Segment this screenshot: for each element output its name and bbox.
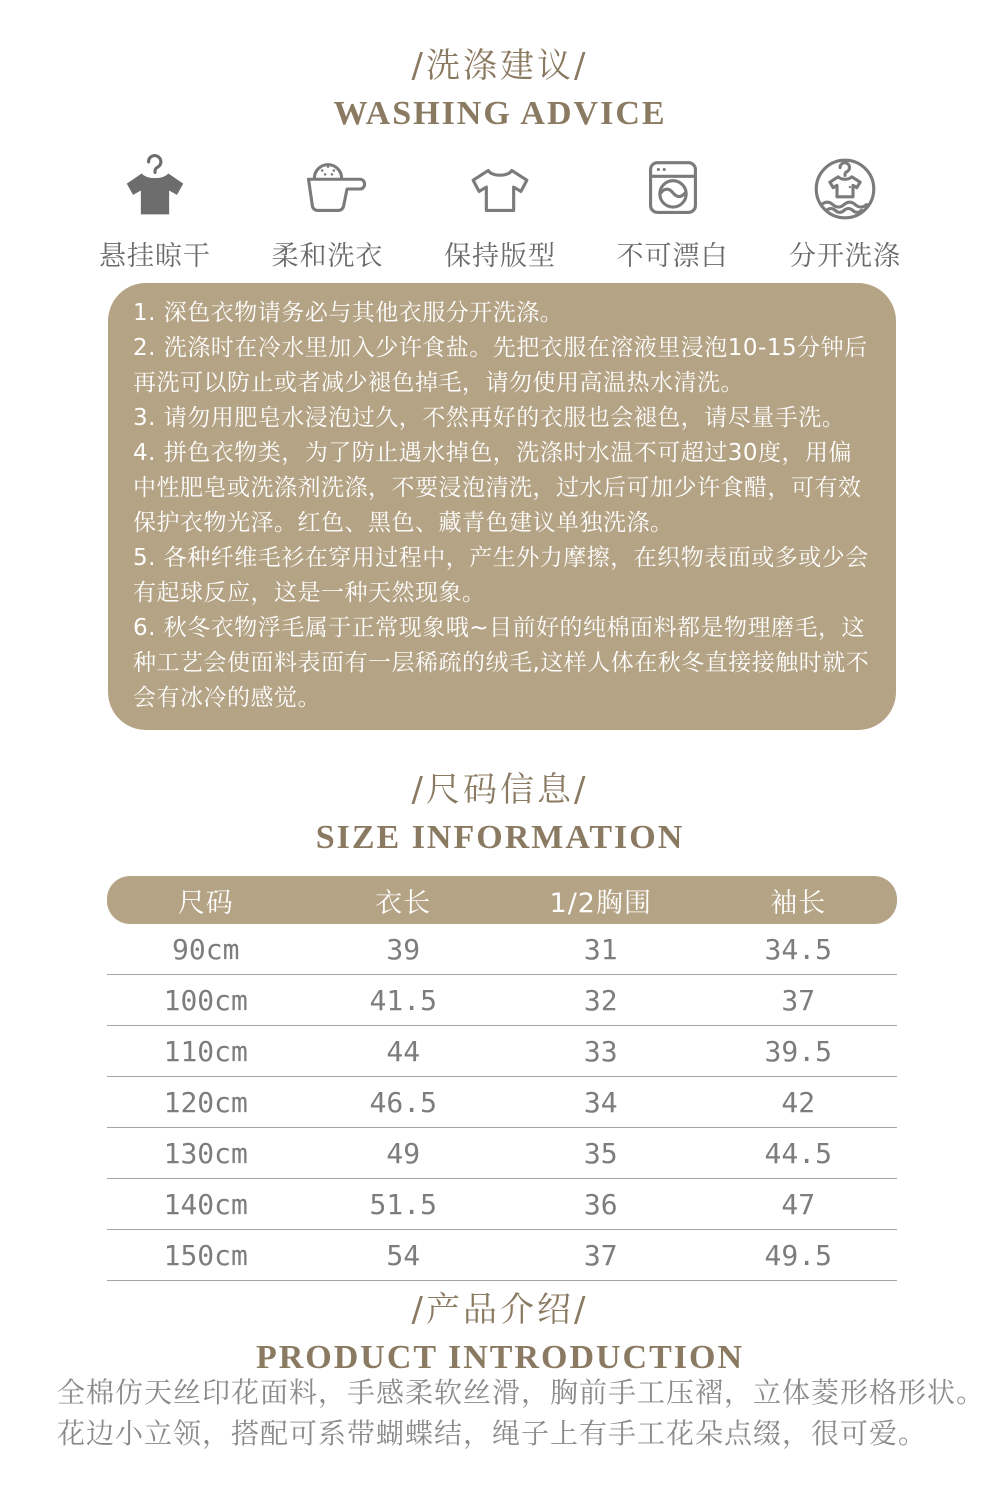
no-bleach-icon — [634, 150, 712, 228]
keep-shape-icon — [461, 150, 539, 228]
product-intro-section-title — [0, 1282, 1000, 1377]
product-title-en: PRODUCT INTRODUCTION — [255, 1339, 745, 1376]
washing-note: 4. 拼色衣物类，为了防止遇水掉色，洗涤时水温不可超过30度，用偏中性肥皂或洗涤剂洗涤，不要浸泡清洗，过水后可加少许食醋，可有效保护衣物光泽。红色、黑色、藏青色建议单独洗涤。 — [133, 440, 862, 536]
care-label: 分开洗涤 — [789, 241, 901, 272]
size-cell: 90cm — [172, 932, 240, 966]
size-info-section-title — [0, 762, 1000, 857]
bust-cell: 31 — [583, 932, 618, 966]
length-cell: 54 — [386, 1238, 421, 1272]
washing-note: 3. 请勿用肥皂水浸泡过久，不然再好的衣服也会褪色，请尽量手洗。 — [133, 405, 846, 431]
care-item-separate-wash — [780, 150, 910, 273]
size-cell: 130cm — [163, 1136, 248, 1170]
size-table — [107, 876, 897, 1281]
col-header-size: 尺码 — [177, 887, 234, 919]
description-line: 花边小立领，搭配可系带蝴蝶结，绳子上有手工花朵点缀，很可爱。 — [57, 1417, 928, 1450]
washing-note: 1. 深色衣物请务必与其他衣服分开洗涤。 — [133, 300, 564, 326]
size-title-en: SIZE INFORMATION — [315, 819, 685, 856]
size-cell: 140cm — [163, 1187, 248, 1221]
product-title-cn: /产品介绍/ — [411, 1290, 589, 1330]
care-label: 不可漂白 — [616, 241, 729, 272]
size-table-header — [107, 876, 897, 924]
product-description — [57, 1372, 986, 1454]
washing-notes-box — [108, 283, 896, 730]
care-item-gentle-wash — [263, 150, 393, 273]
sleeve-cell: 37 — [781, 983, 816, 1017]
size-cell: 120cm — [163, 1085, 248, 1119]
table-row — [107, 1026, 897, 1077]
sleeve-cell: 49.5 — [764, 1238, 832, 1272]
length-cell: 41.5 — [369, 983, 437, 1017]
care-item-hang-dry — [90, 150, 220, 273]
description-line: 全棉仿天丝印花面料，手感柔软丝滑，胸前手工压褶，立体菱形格形状。 — [57, 1376, 986, 1409]
length-cell: 51.5 — [369, 1187, 437, 1221]
bust-cell: 35 — [583, 1136, 618, 1170]
table-row — [107, 1128, 897, 1179]
col-header-length: 衣长 — [375, 887, 432, 919]
bust-cell: 36 — [583, 1187, 618, 1221]
bust-cell: 33 — [583, 1034, 618, 1068]
separate-wash-icon — [806, 150, 884, 228]
bust-cell: 37 — [583, 1238, 618, 1272]
sleeve-cell: 39.5 — [764, 1034, 832, 1068]
washing-note: 2. 洗涤时在冷水里加入少许食盐。先把衣服在溶液里浸泡10-15分钟后再洗可以防止或者减少褪色掉毛，请勿使用高温热水清洗。 — [133, 335, 868, 396]
care-label: 柔和洗衣 — [271, 241, 384, 272]
size-cell: 150cm — [163, 1238, 248, 1272]
size-cell: 110cm — [163, 1034, 248, 1068]
table-row — [107, 924, 897, 975]
table-row — [107, 1230, 897, 1281]
care-item-keep-shape — [435, 150, 565, 273]
gentle-wash-icon — [289, 150, 367, 228]
col-header-bust: 1/2胸围 — [549, 887, 652, 919]
washing-note: 6. 秋冬衣物浮毛属于正常现象哦~目前好的纯棉面料都是物理磨毛，这种工艺会使面料表面有一层稀疏的绒毛,这样人体在秋冬直接接触时就不会有冰冷的感觉。 — [133, 615, 870, 711]
sleeve-cell: 34.5 — [764, 932, 832, 966]
col-header-sleeve: 袖长 — [770, 887, 827, 919]
length-cell: 44 — [386, 1034, 421, 1068]
washing-title-en: WASHING ADVICE — [333, 95, 667, 132]
size-title-cn: /尺码信息/ — [411, 770, 589, 810]
size-cell: 100cm — [163, 983, 248, 1017]
table-row — [107, 1077, 897, 1128]
length-cell: 49 — [386, 1136, 421, 1170]
sleeve-cell: 44.5 — [764, 1136, 832, 1170]
table-row — [107, 975, 897, 1026]
hang-dry-icon — [116, 150, 194, 228]
washing-title-cn: /洗涤建议/ — [411, 46, 589, 86]
care-item-no-bleach — [608, 150, 738, 273]
care-label: 悬挂晾干 — [99, 241, 211, 272]
sleeve-cell: 47 — [781, 1187, 816, 1221]
bust-cell: 34 — [583, 1085, 618, 1119]
bust-cell: 32 — [583, 983, 618, 1017]
table-row — [107, 1179, 897, 1230]
washing-note: 5. 各种纤维毛衫在穿用过程中，产生外力摩擦，在织物表面或多或少会有起球反应，这是一种天然现象。 — [133, 545, 869, 606]
length-cell: 46.5 — [369, 1085, 437, 1119]
length-cell: 39 — [386, 932, 421, 966]
washing-advice-section-title — [0, 38, 1000, 133]
care-icons-row — [90, 150, 910, 273]
sleeve-cell: 42 — [781, 1085, 816, 1119]
care-label: 保持版型 — [444, 241, 556, 272]
